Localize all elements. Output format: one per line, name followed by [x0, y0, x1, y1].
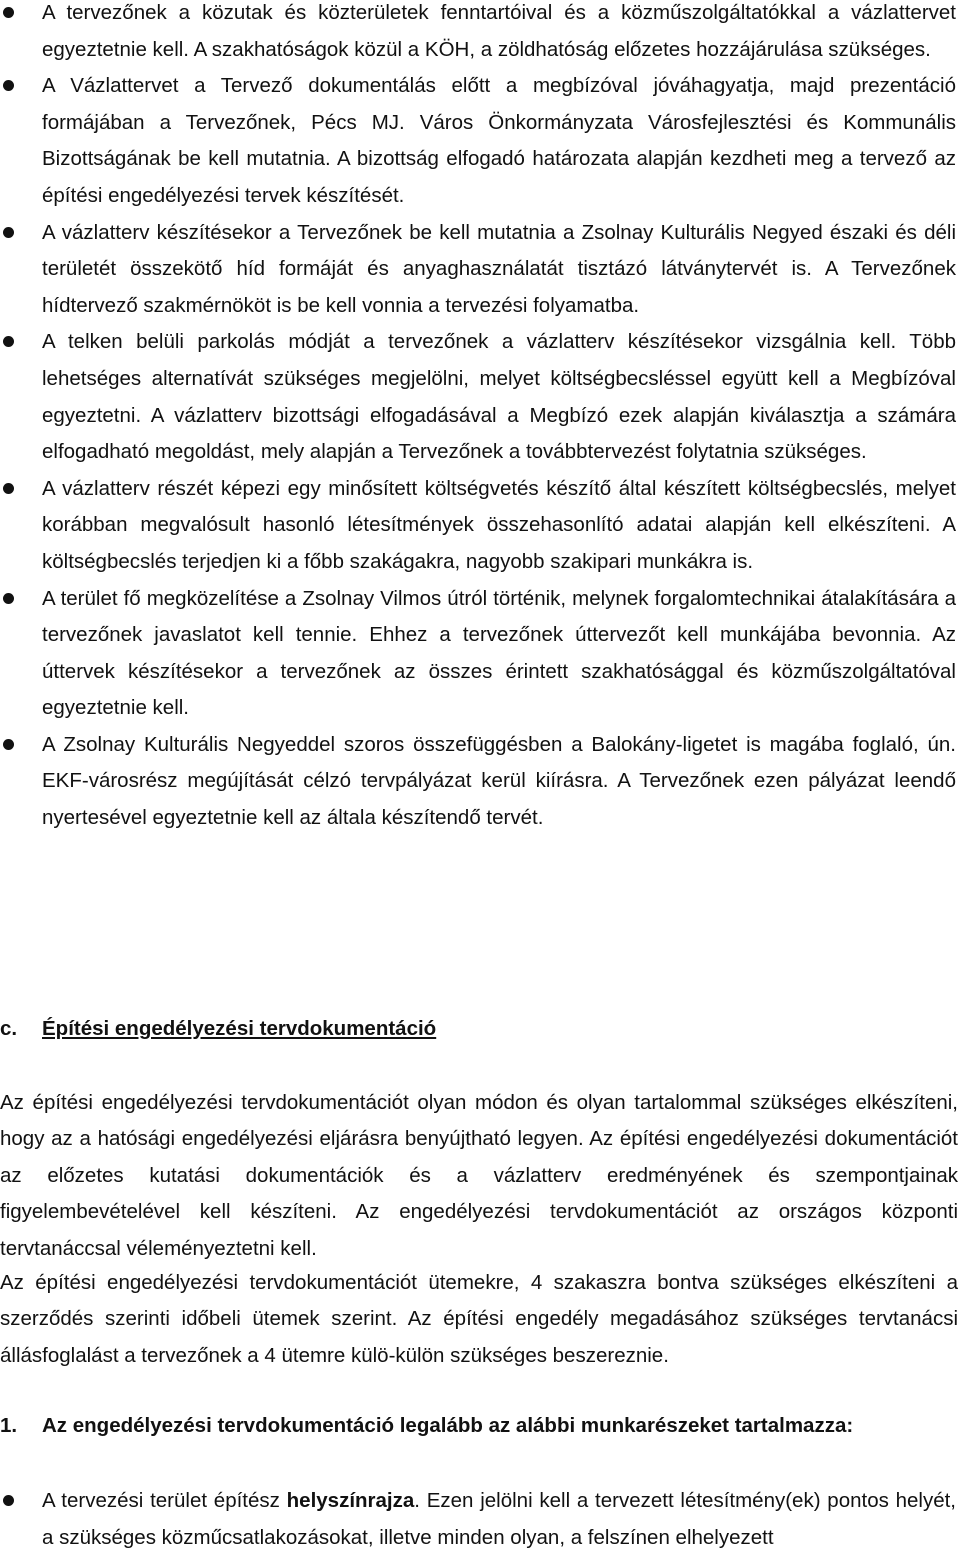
bullet-dot-icon: [3, 7, 14, 18]
bullet-dot-icon: [3, 483, 14, 494]
paragraph: Az építési engedélyezési tervdokumentációt ütemekre, 4 szakaszra bontva szükséges elkészíteni a szerződés szerinti időbeli ütemek szerint. Az építési engedély megadásához szükséges tervtanácsi állásfoglalást a tervezőnek a 4 ütemre külö-külön szükséges beszereznie.: [0, 1271, 958, 1367]
paragraph: Az építési engedélyezési tervdokumentációt olyan módon és olyan tartalommal szükséges elkészíteni, hogy az a hatósági engedélyezési eljárásra benyújtható legyen. Az építési engedélyezési dokumentációt az előzetes kutatási dokumentációk és a vázlatterv eredményének és szempontjainak figyelembevételével kell készíteni. Az engedélyezési tervdokumentációt az országos központi tervtanáccsal véleményeztetni kell.: [0, 1091, 958, 1260]
list-item: [0, 471, 958, 581]
bullet-dot-icon: [3, 227, 14, 238]
section-c-letter: c.: [0, 1017, 18, 1040]
bullet-list-bottom: [0, 1483, 958, 1556]
list-item-text: A vázlatterv részét képezi egy minősített költségvetés készítő által készített költségbecslés, melyet korábban megvalósult hasonló létesítmények összehasonlító adatai alapján kell elkészíteni. A költségbecslés terjedjen ki a főbb szakágakra, nagyobb szakipari munkákra is.: [42, 476, 956, 573]
bullet-dot-icon: [3, 1495, 14, 1506]
list-item: [0, 324, 958, 470]
list-item-text: A terület fő megközelítése a Zsolnay Vilmos útról történik, melynek forgalomtechnikai átalakítására a tervezőnek javaslatot kell tennie. Ehhez a tervezőnek úttervezőt kell munkájába bevonnia. Az úttervek készítésekor a tervezőnek az összes érintett szakhatósággal és közműszolgáltatóval egyeztetnie kell.: [42, 586, 956, 720]
list-item-text: A vázlatterv készítésekor a Tervezőnek be kell mutatnia a Zsolnay Kulturális Negyed északi és déli területét összekötő híd formáját és anyaghasználatát tisztázó látványtervét is. A Tervezőnek hídtervező szakmérnököt is be kell vonnia a tervezési folyamatba.: [42, 220, 956, 317]
list-item-bold-term: helyszínrajza: [286, 1489, 415, 1512]
list-item: [0, 68, 958, 214]
list-item: [0, 1483, 958, 1556]
section-1-number: 1.: [0, 1414, 18, 1437]
list-item-text-before: A tervezési terület építész: [42, 1489, 287, 1512]
list-item: [0, 727, 958, 837]
list-item: [0, 581, 958, 727]
section-1-title: Az engedélyezési tervdokumentáció legalább az alábbi munkarészeket tartalmazza:: [42, 1414, 854, 1437]
list-item-text: A tervezőnek a közutak és közterületek fenntartóival és a közműszolgáltatókkal a vázlattervet egyeztetnie kell. A szakhatóságok közül a KÖH, a zöldhatóság előzetes hozzájárulása szükséges.: [42, 1, 956, 61]
section-c-title: Építési engedélyezési tervdokumentáció: [42, 1017, 437, 1040]
section-c-heading: [0, 1011, 436, 1047]
list-item-text: A telken belüli parkolás módját a tervezőnek a vázlatterv készítésekor vizsgálnia kell. Több lehetséges alternatívát szükséges megjelölni, melyet költségbecsléssel együtt kell a Megbízóval egyeztetni. A vázlatterv bizottsági elfogadásával a Megbízó ezek alapján kiválasztja a számára elfogadható megoldást, mely alapján a Tervezőnek a továbbtervezést folytatnia szükséges.: [42, 330, 956, 464]
list-item-text: A Vázlattervet a Tervező dokumentálás előtt a megbízóval jóváhagyatja, majd prezentáció formájában a Tervezőnek, Pécs MJ. Város Önkormányzata Városfejlesztési és Kommunális Bizottságának be kell mutatnia. A bizottság elfogadó határozata alapján kezdheti meg a tervező az építési engedélyezési tervek készítését.: [42, 74, 956, 207]
bullet-dot-icon: [3, 336, 14, 347]
bullet-dot-icon: [3, 739, 14, 750]
list-item: [0, 215, 958, 325]
bullet-dot-icon: [3, 593, 14, 604]
list-item: [0, 0, 958, 68]
list-item-text: A Zsolnay Kulturális Negyeddel szoros összefüggésben a Balokány-ligetet is magába foglaló, ún. EKF-városrész megújítását célzó tervpályázat kerül kiírásra. A Tervezőnek ezen pályázat leendő nyertesével egyeztetnie kell az általa készítendő tervét.: [42, 732, 956, 830]
list-item-text-after: . Ezen jelölni kell a tervezett létesítmény(ek) pontos helyét, a szükséges közműcsatlakozásokat, illetve minden olyan, a felszínen elhelyezett: [42, 1489, 956, 1549]
bullet-dot-icon: [3, 80, 14, 91]
section-1-heading: [0, 1408, 853, 1444]
